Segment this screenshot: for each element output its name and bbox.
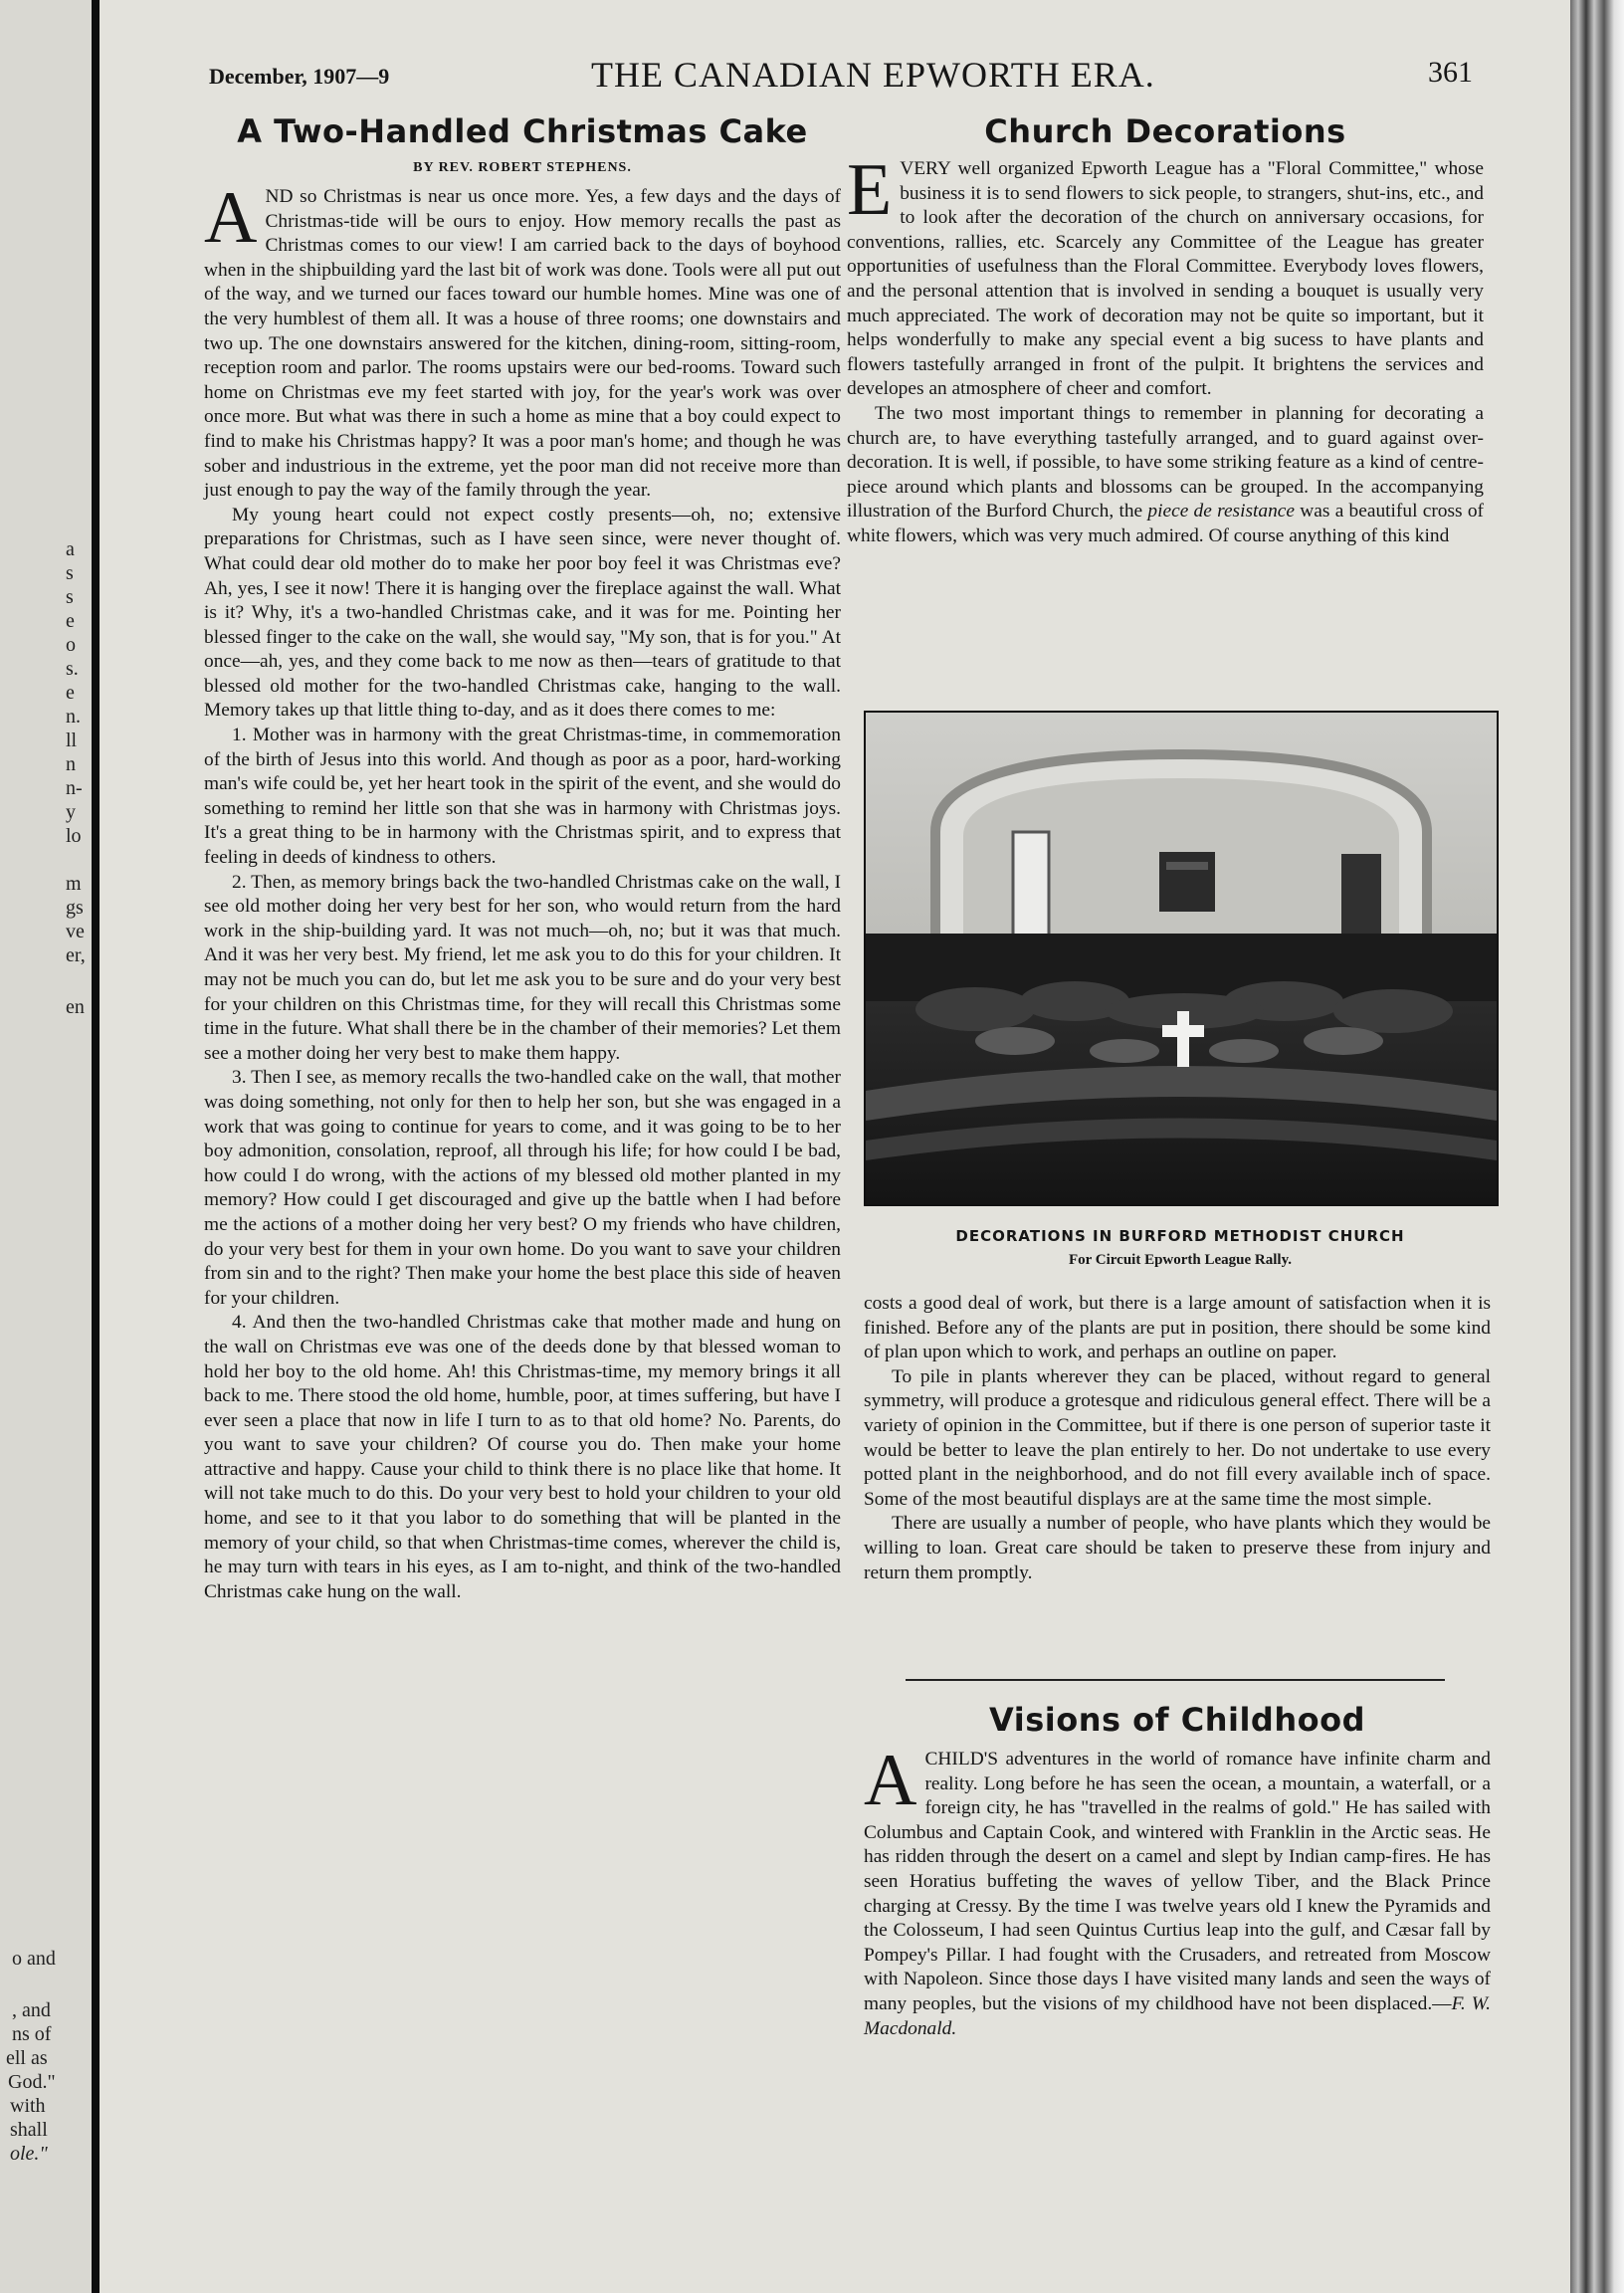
article-two-handled-cake (204, 111, 841, 1604)
margin-fragment: n- (66, 777, 83, 799)
running-head (209, 54, 1473, 98)
article-headline: Church Decorations (984, 112, 1346, 150)
section-divider (906, 1679, 1445, 1681)
margin-fragment: s (66, 562, 74, 584)
margin-fragment: n (66, 753, 76, 775)
margin-fragment: ll (66, 730, 78, 751)
photo-caption: DECORATIONS IN BURFORD METHODIST CHURCH (955, 1227, 1405, 1245)
margin-fragment: shall (10, 2119, 48, 2141)
author-signature: F. W. Macdonald. (864, 1992, 1491, 2039)
margin-fragment: a (66, 538, 75, 560)
margin-fragment: ns of (12, 2023, 52, 2045)
paragraph: There are usually a number of people, who have plants which they would be willing to loan. Great care should be taken to preserve these from injury and return them promptly. (864, 1513, 1491, 1583)
article-visions-of-childhood (864, 1700, 1491, 2041)
margin-fragment: s (66, 586, 74, 608)
paragraph: 1. Mother was in harmony with the great Christmas-time, in commemoration of the birth of Jesus into this world. And though as poor as a poor, hard-working man's wife could be, yet her heart took in the spirit of the event, and she would do something to remind her little son that she was in harmony with Christmas joys. It's a great thing to be in harmony with the Christmas spirit, and to express that feeling in deeds of kindness to others. (204, 725, 841, 869)
margin-fragment: with (10, 2095, 46, 2117)
margin-fragment: o (66, 634, 76, 656)
article-church-decorations (847, 111, 1484, 549)
margin-fragment: s. (66, 658, 79, 680)
italic-phrase: piece de resistance (1147, 501, 1296, 522)
page-number: 361 (1428, 56, 1473, 89)
margin-fragment: , and (12, 1999, 51, 2021)
margin-fragment: n. (66, 706, 81, 728)
drop-cap: A (204, 177, 258, 259)
church-interior-photo (864, 711, 1499, 1206)
paragraph: costs a good deal of work, but there is a large amount of satisfaction when it is finished. Before any of the plants are put in position, there should be some kind of plan upon which to work, and perhaps an outline on paper. (864, 1293, 1491, 1363)
article-headline: Visions of Childhood (989, 1701, 1365, 1739)
margin-fragment: ve (66, 921, 85, 942)
margin-fragment: ell as (6, 2047, 48, 2069)
drop-cap: A (864, 1740, 917, 1821)
paragraph: ACHILD'S adventures in the world of romance have infinite charm and reality. Long before he has seen the ocean, a mountain, a waterfall, or a foreign city, he has "travelled in the realms of gold." He has sailed with Columbus and Captain Cook, and wintered with Franklin in the Arctic seas. He has ridden through the desert on a camel and slept by Indian camp-fires. He has seen Horatius buffeting the waves of yellow Tiber, and the Black Prince charging at Cressy. By the time I was twelve years old I knew the Pyramids and the Colosseum, I had seen Quintus Curtius leap into the gulf, and Cæsar fall by Pompey's Pillar. I had fought with the Crusaders, and retreated from Moscow with Napoleon. Since those days I have visited many lands and seen the ways of many peoples, but the visions of my childhood have not been displaced.—F. W. Macdonald. (864, 1740, 1491, 2039)
margin-fragment: en (66, 996, 85, 1018)
page-gutter (92, 0, 100, 2293)
paragraph: AND so Christmas is near us once more. Yes, a few days and the days of Christmas-tide will be ours to enjoy. How memory recalls the past as Christmas comes to our view! I am carried back to the days of boyhood when in the shipbuilding yard the last bit of work was done. Tools were all put out of the way, and we turned our faces toward our humble homes. Mine was one of the very humblest of them all. It was a house of three rooms; one downstairs and two up. The one downstairs answered for the kitchen, dining-room, sitting-room, reception room and parlor. The rooms upstairs were our bed-rooms. Toward such home on Christmas eve my feet started with joy, for the year's work was over once more. But what was there in such a home as mine that a boy could expect to find to make his Christmas happy? It was a poor man's home; and though he was sober and industrious in the extreme, yet the poor man did not receive more than just enough to pay the way of the family through the year. (204, 177, 841, 502)
article-headline: A Two-Handled Christmas Cake (237, 112, 808, 150)
paragraph: To pile in plants wherever they can be placed, without regard to general symmetry, will produce a grotesque and ridiculous general effect. There will be a variety of opinion in the Committee, but if there is one person of superior taste it would be better to leave the plan entirely to her. Do not undertake to use every potted plant in the neighborhood, and do not fill every available inch of space. Some of the most beautiful displays are at the same time the most simple. (864, 1365, 1491, 1510)
paragraph: 2. Then, as memory brings back the two-handled Christmas cake on the wall, I see old mother doing her very best for her son, who would return from the hard work in the ship-building yard. It was not much—oh, no; but it was that much. And it was her very best. My friend, let me ask you to do this for your children. It may not be much you can do, but let me ask you to be sure and do your very best for your children on this Christmas time, for they will recall this Christmas some time in the future. What shall there be in the chamber of their memories? Let them see a mother doing her very best to make them happy. (204, 871, 841, 1064)
margin-fragment: ole." (10, 2143, 48, 2165)
adjacent-page-fragment (0, 0, 92, 2293)
margin-fragment: m (66, 873, 82, 895)
margin-fragment: God." (8, 2071, 56, 2093)
church-photo-illustration (866, 713, 1497, 1204)
paragraph: 3. Then I see, as memory recalls the two-handled cake on the wall, that mother was doing something, not only for then to help her son, but she was engaged in a work that was going to continue for years to come, and it was going to be to her boy admonition, consolation, reproof, all through his life; for how could I be bad, how could I do wrong, with the actions of my blessed old mother planted in my memory? How could I get discouraged and give up the battle when I had before me the actions of a mother doing her very best? O my friends who have children, do your very best for them in your own home. Do you want to save your children from sin and to the right? Then make your home the best place this side of heaven for your children. (204, 1067, 841, 1309)
margin-fragment: gs (66, 897, 84, 919)
paragraph: 4. And then the two-handled Christmas cake that mother made and hung on the wall on Christmas eve was one of the deeds done by that blessed woman to hold her boy to the old home. Ah! this Christmas-time, my memory brings it all back to me. There stood the old home, humble, poor, at times suffering, but have I ever seen a place that now in life I turn to as to that old home? No. Parents, do you want to save your children? Of course you do. Then make your home attractive and happy. Cause your child to think there is no place like that home. It will not take much to do this. Do your very best to hold your children to your old home, and see to it that you labor to do something that will be planted in the memory of your child, so that when Christmas-time comes, wherever the child is, he may turn with tears in his eyes, as I am to-night, and think of the two-handled Christmas cake hung on the wall. (204, 1312, 841, 1602)
margin-fragment: y (66, 801, 76, 823)
article-church-decorations-continued (864, 1292, 1491, 1585)
paragraph: EVERY well organized Epworth League has a "Floral Committee," whose business it is to send flowers to sick people, to strangers, shut-ins, etc., and to look after the decoration of the church on anniversary occasions, for conventions, rallies, etc. Scarcely any Committee of the League has greater opportunities of usefulness than the Floral Committee. Everybody loves flowers, and the personal attention that is involved in sending a bouquet is usually very much appreciated. The work of decoration may not be quite so important, but it helps wonderfully to make any special event a big sucess to have plants and flowers tastefully arranged in front of the pulpit. It brightens the services and developes an atmosphere of cheer and comfort. (847, 149, 1484, 400)
byline: BY REV. ROBERT STEPHENS. (413, 160, 632, 175)
margin-fragment: er, (66, 944, 86, 966)
scan-edge (1570, 0, 1624, 2293)
margin-fragment: o and (12, 1948, 56, 1970)
paragraph: My young heart could not expect costly presents—oh, no; extensive preparations for Christmas, such as I have seen since, were never thought of. What could dear old mother do to make her poor boy feel it was Christmas eve? Ah, yes, I see it now! There it is hanging over the fireplace against the wall. What is it? Why, it's a two-handled Christmas cake, and it was for me. Pointing her blessed finger to the cake on the wall, she would say, "My son, that is for you." At once—ah, yes, and they come back to me now as then—tears of gratitude to that blessed old mother for the two-handled Christmas cake, hanging to the wall. Memory takes up that little thing to-day, and as it does there comes to me: (204, 504, 841, 722)
margin-fragment: e (66, 610, 75, 632)
drop-cap: E (847, 149, 893, 231)
issue-date: December, 1907—9 (209, 64, 390, 89)
margin-fragment: lo (66, 825, 82, 847)
photo-caption-subtitle: For Circuit Epworth League Rally. (1068, 1252, 1293, 1268)
margin-fragment: e (66, 682, 75, 704)
publication-title: THE CANADIAN EPWORTH ERA. (591, 55, 1155, 95)
paragraph: The two most important things to remember in planning for decorating a church are, to have everything tastefully arranged, and to guard against over-decoration. It is well, if possible, to have some striking feature as a kind of centre-piece around which plants and blossoms can be grouped. In the accompanying illustration of the Burford Church, the piece de resistance was a beautiful cross of white flowers, which was very much admired. Of course anything of this kind (847, 402, 1484, 546)
